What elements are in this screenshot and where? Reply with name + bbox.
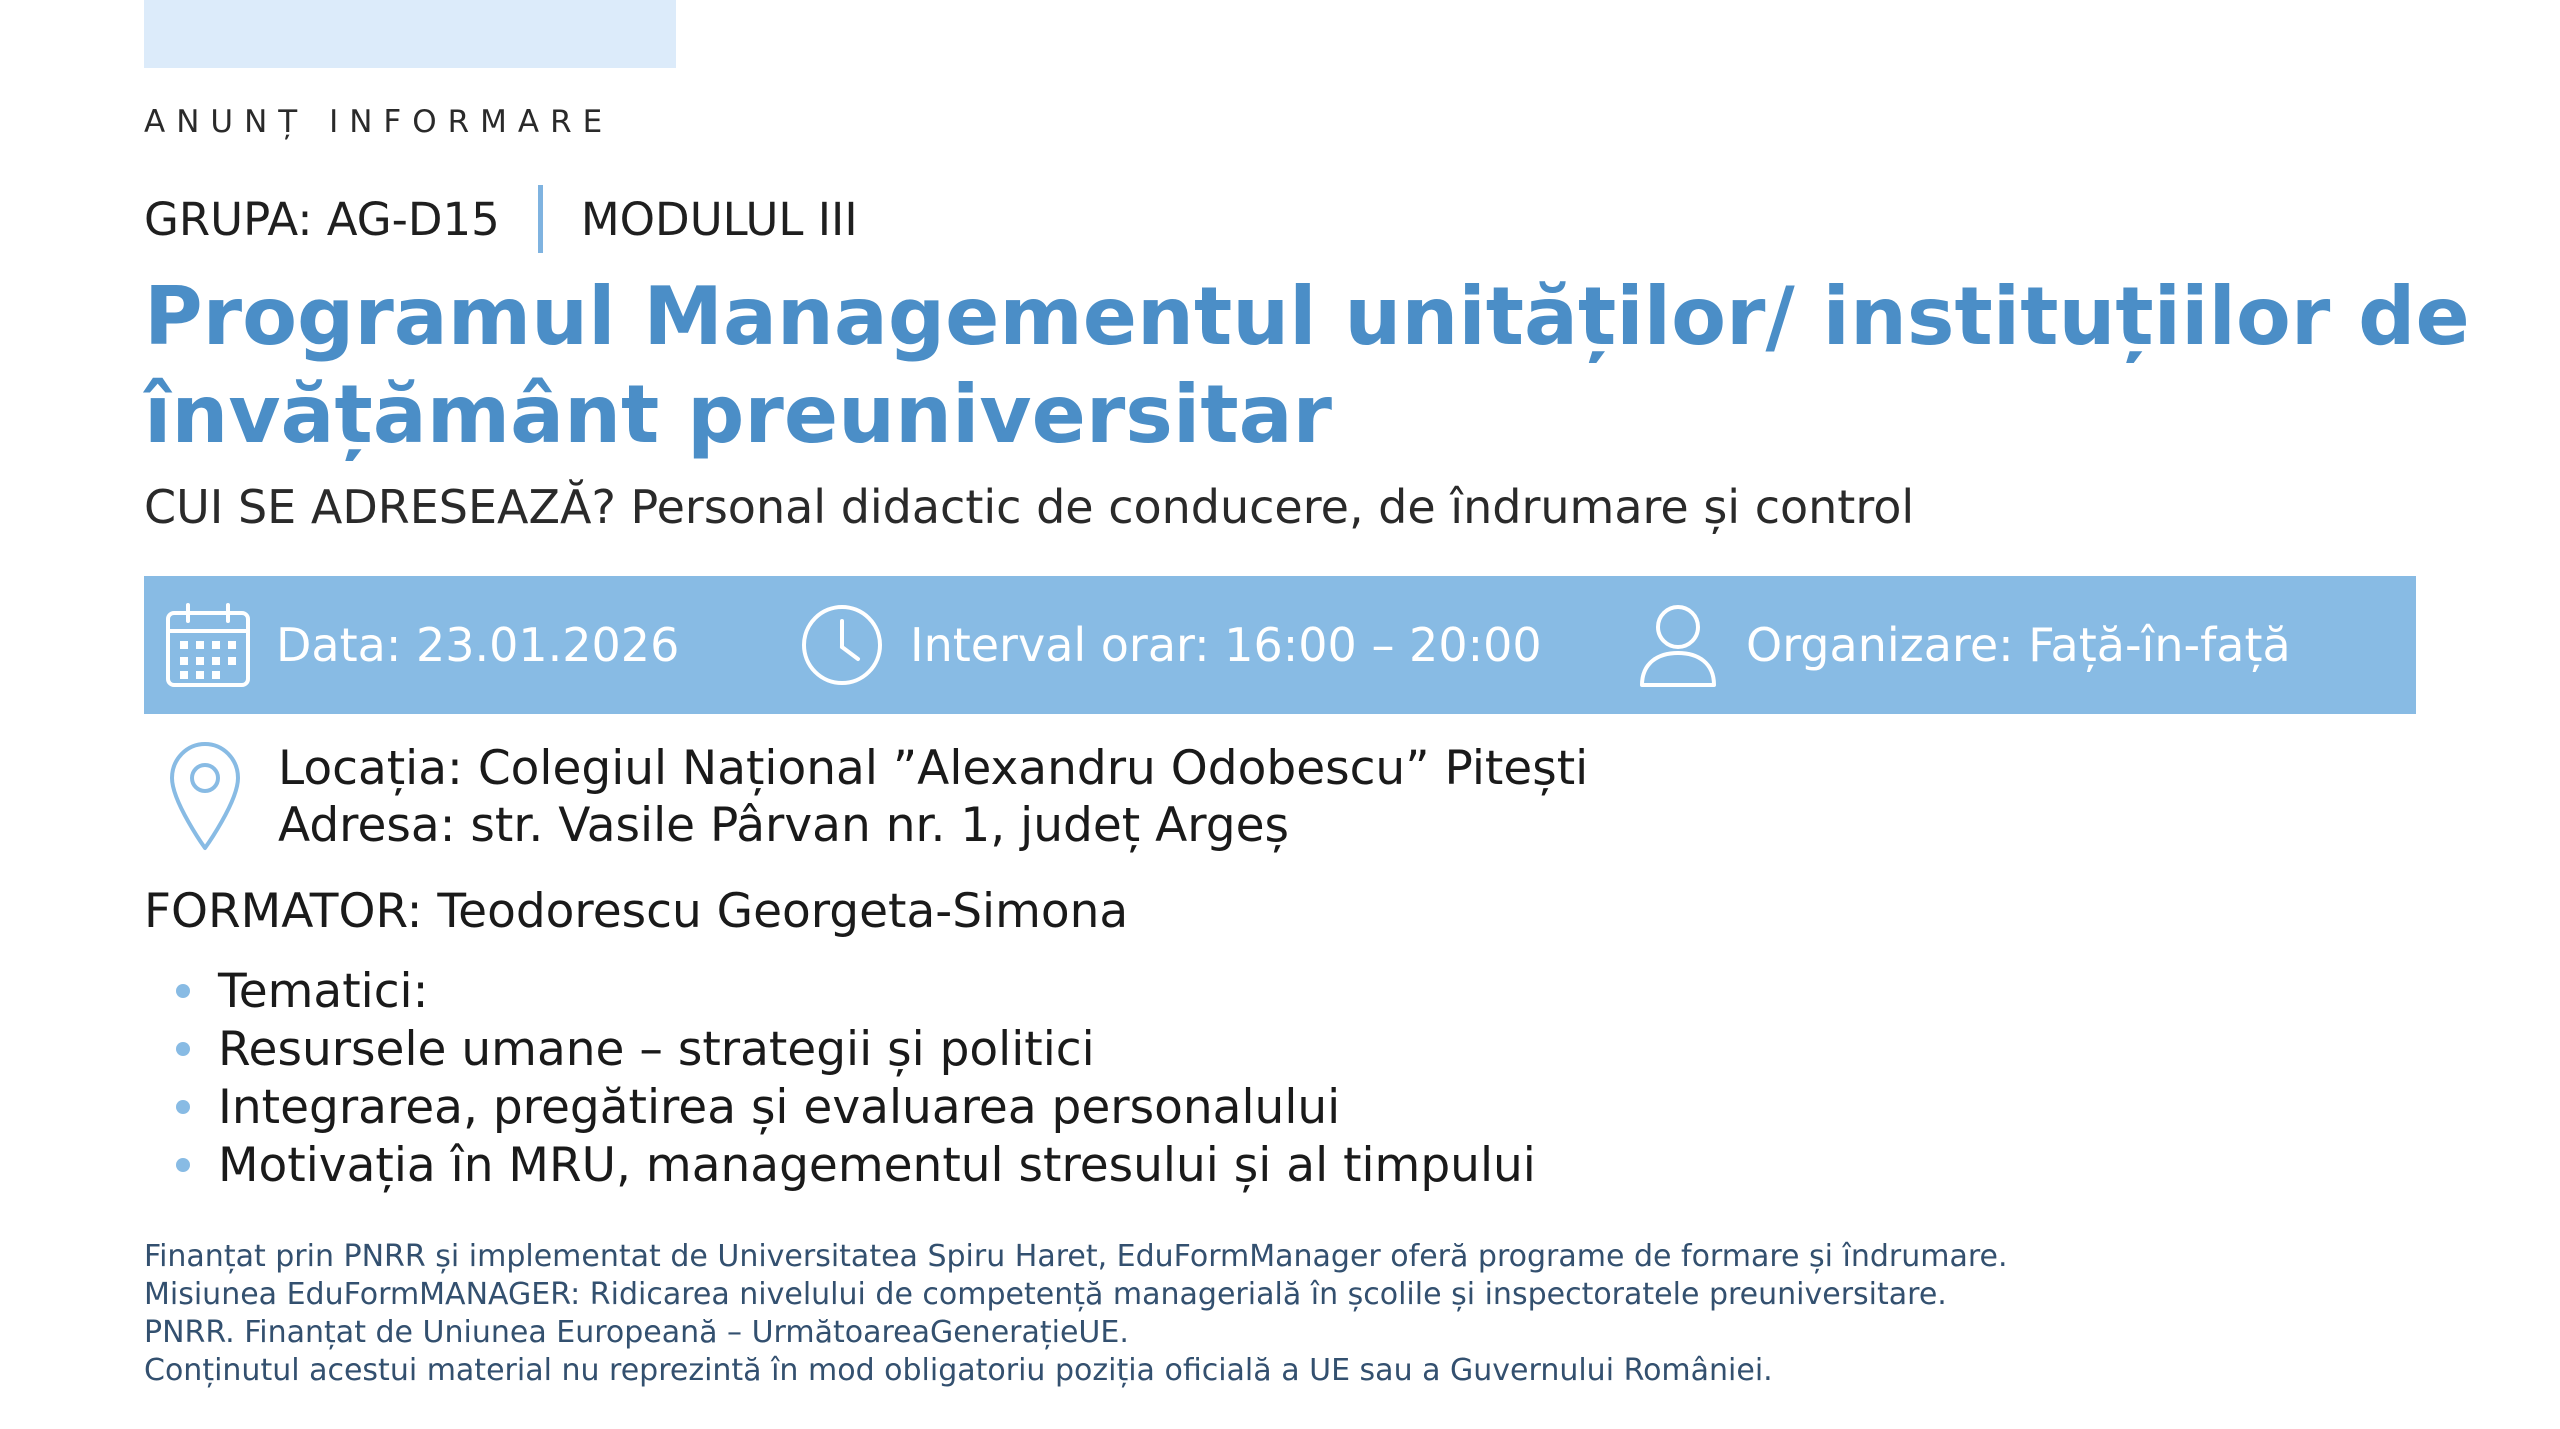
calendar-icon xyxy=(164,601,252,689)
organization-item xyxy=(1634,576,2291,714)
bullet-icon xyxy=(176,984,190,998)
list-item: Tematici: xyxy=(176,962,1536,1020)
date-item xyxy=(164,576,679,714)
list-item: Integrarea, pregătirea și evaluarea personalului xyxy=(176,1078,1536,1136)
module-label: MODULUL III xyxy=(580,192,858,246)
list-item: Motivația în MRU, managementul stresului și al timpului xyxy=(176,1136,1536,1194)
topics-list xyxy=(176,962,1536,1194)
program-title: Programul Managementul unităților/ instituțiilor de învățământ preuniversitar xyxy=(144,270,2470,461)
announcement-kicker: ANUNȚ INFORMARE xyxy=(144,104,614,140)
info-band xyxy=(144,576,2416,714)
list-item: Resursele umane – strategii și politici xyxy=(176,1020,1536,1078)
organization-label: Organizare: Față-în-față xyxy=(1746,618,2291,672)
clock-icon xyxy=(798,601,886,689)
bullet-icon xyxy=(176,1042,190,1056)
interval-item xyxy=(798,576,1542,714)
person-icon xyxy=(1634,601,1722,689)
group-label: GRUPA: AG-D15 xyxy=(144,192,500,246)
trainer-name: FORMATOR: Teodorescu Georgeta-Simona xyxy=(144,884,1129,939)
date-label: Data: 23.01.2026 xyxy=(276,618,680,672)
top-accent-bar xyxy=(144,0,676,68)
bullet-icon xyxy=(176,1158,190,1172)
footer-line: Conținutul acestui material nu reprezintă în mod obligatoriu poziția oficială a UE sau a Guvernului României. xyxy=(144,1353,1773,1388)
vertical-divider xyxy=(538,185,543,253)
location-block xyxy=(166,740,1588,854)
footer-line: Misiunea EduFormMANAGER: Ridicarea nivelului de competență managerială în școlile și inspectoratele preuniversitare. xyxy=(144,1277,1947,1312)
group-module-line xyxy=(144,184,858,254)
map-pin-icon xyxy=(166,740,244,852)
target-audience: CUI SE ADRESEAZĂ? Personal didactic de conducere, de îndrumare și control xyxy=(144,480,1915,534)
footer-notes xyxy=(144,1238,2008,1390)
location-place: Locația: Colegiul Național ”Alexandru Odobescu” Pitești xyxy=(278,741,1589,796)
bullet-icon xyxy=(176,1100,190,1114)
location-address: Adresa: str. Vasile Pârvan nr. 1, județ Argeș xyxy=(278,798,1290,853)
footer-line: Finanțat prin PNRR și implementat de Universitatea Spiru Haret, EduFormManager oferă programe de formare și îndrumare. xyxy=(144,1239,2008,1274)
footer-line: PNRR. Finanțat de Uniunea Europeană – UrmătoareaGenerațieUE. xyxy=(144,1315,1129,1350)
interval-label: Interval orar: 16:00 – 20:00 xyxy=(910,618,1542,672)
